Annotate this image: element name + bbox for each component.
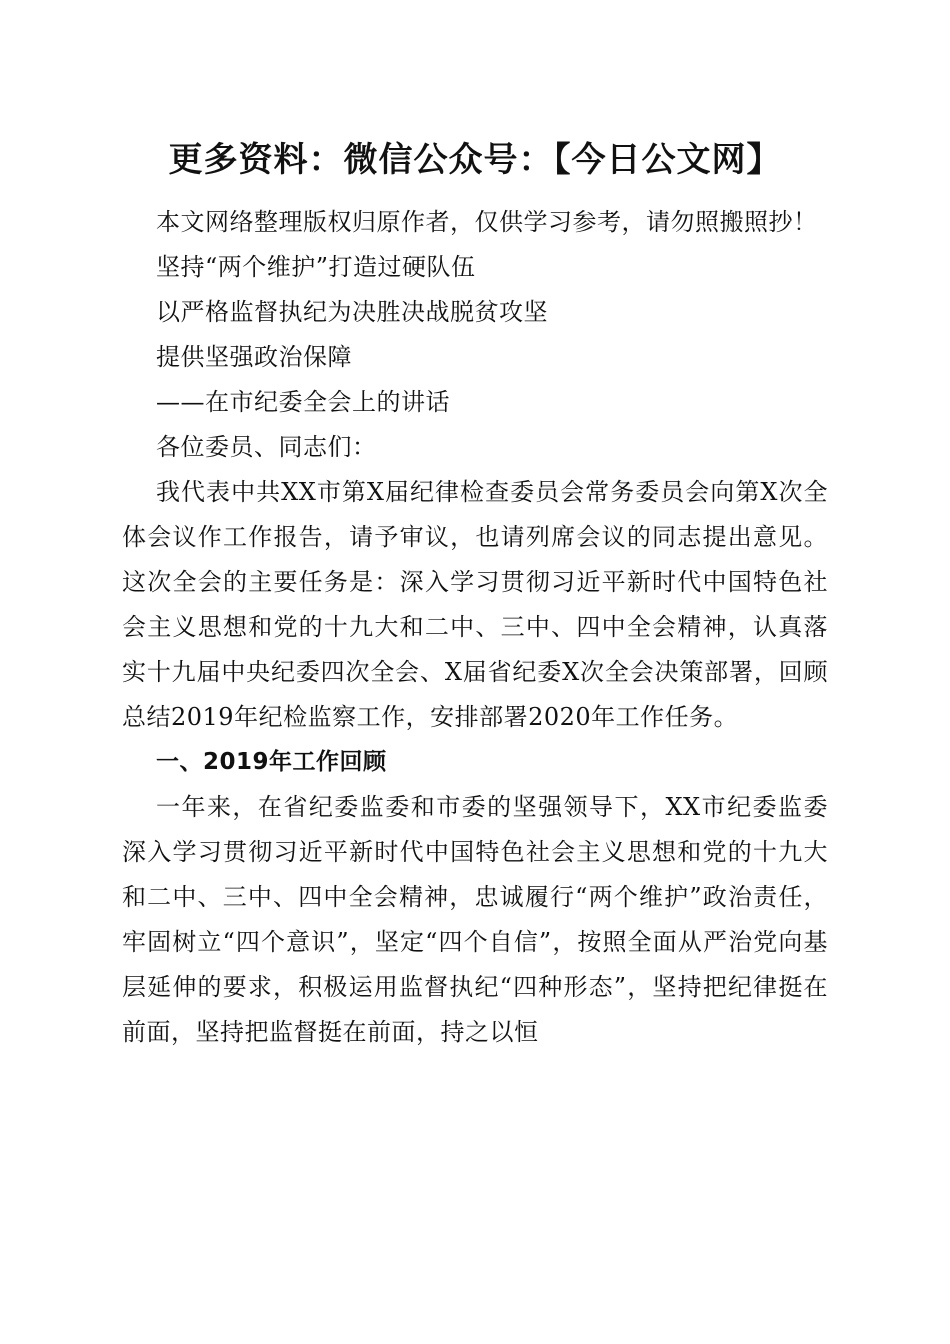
copyright-notice: 本文网络整理版权归原作者，仅供学习参考，请勿照搬照抄！ xyxy=(156,208,818,236)
paragraph-intro: 我代表中共XX市第X届纪律检查委员会常务委员会向第X次全体会议作工作报告，请予审议，也请列席会议的同志提出意见。这次全会的主要任务是：深入学习贯彻习近平新时代中国特色社会主义思想和党的十九大和二中、三中、四中全会精神，认真落实十九届中央纪委四次全会、X届省纪委X次全会决策部署，回顾总结2019年纪检监察工作，安排部署2020年工作任务。 xyxy=(122,478,828,731)
title-line-2: 以严格监督执纪为决胜决战脱贫攻坚 xyxy=(156,298,548,326)
paragraph-review: 一年来，在省纪委监委和市委的坚强领导下，XX市纪委监委深入学习贯彻习近平新时代中国特色社会主义思想和党的十九大和二中、三中、四中全会精神，忠诚履行“两个维护”政治责任，牢固树立“四个意识”，坚定“四个自信”，按照全面从严治党向基层延伸的要求，积极运用监督执纪“四种形态”，坚持把纪律挺在前面，坚持把监督挺在前面，持之以恒 xyxy=(122,793,828,1046)
title-line-3: 提供坚强政治保障 xyxy=(156,343,352,371)
salutation: 各位委员、同志们： xyxy=(156,433,377,461)
title-line-1: 坚持“两个维护”打造过硬队伍 xyxy=(156,253,476,281)
document-body xyxy=(122,200,828,1055)
header-title: 更多资料：微信公众号：【今日公文网】 xyxy=(168,140,782,180)
section-heading: 一、2019年工作回顾 xyxy=(156,749,387,775)
subtitle: ——在市纪委全会上的讲话 xyxy=(156,388,450,416)
